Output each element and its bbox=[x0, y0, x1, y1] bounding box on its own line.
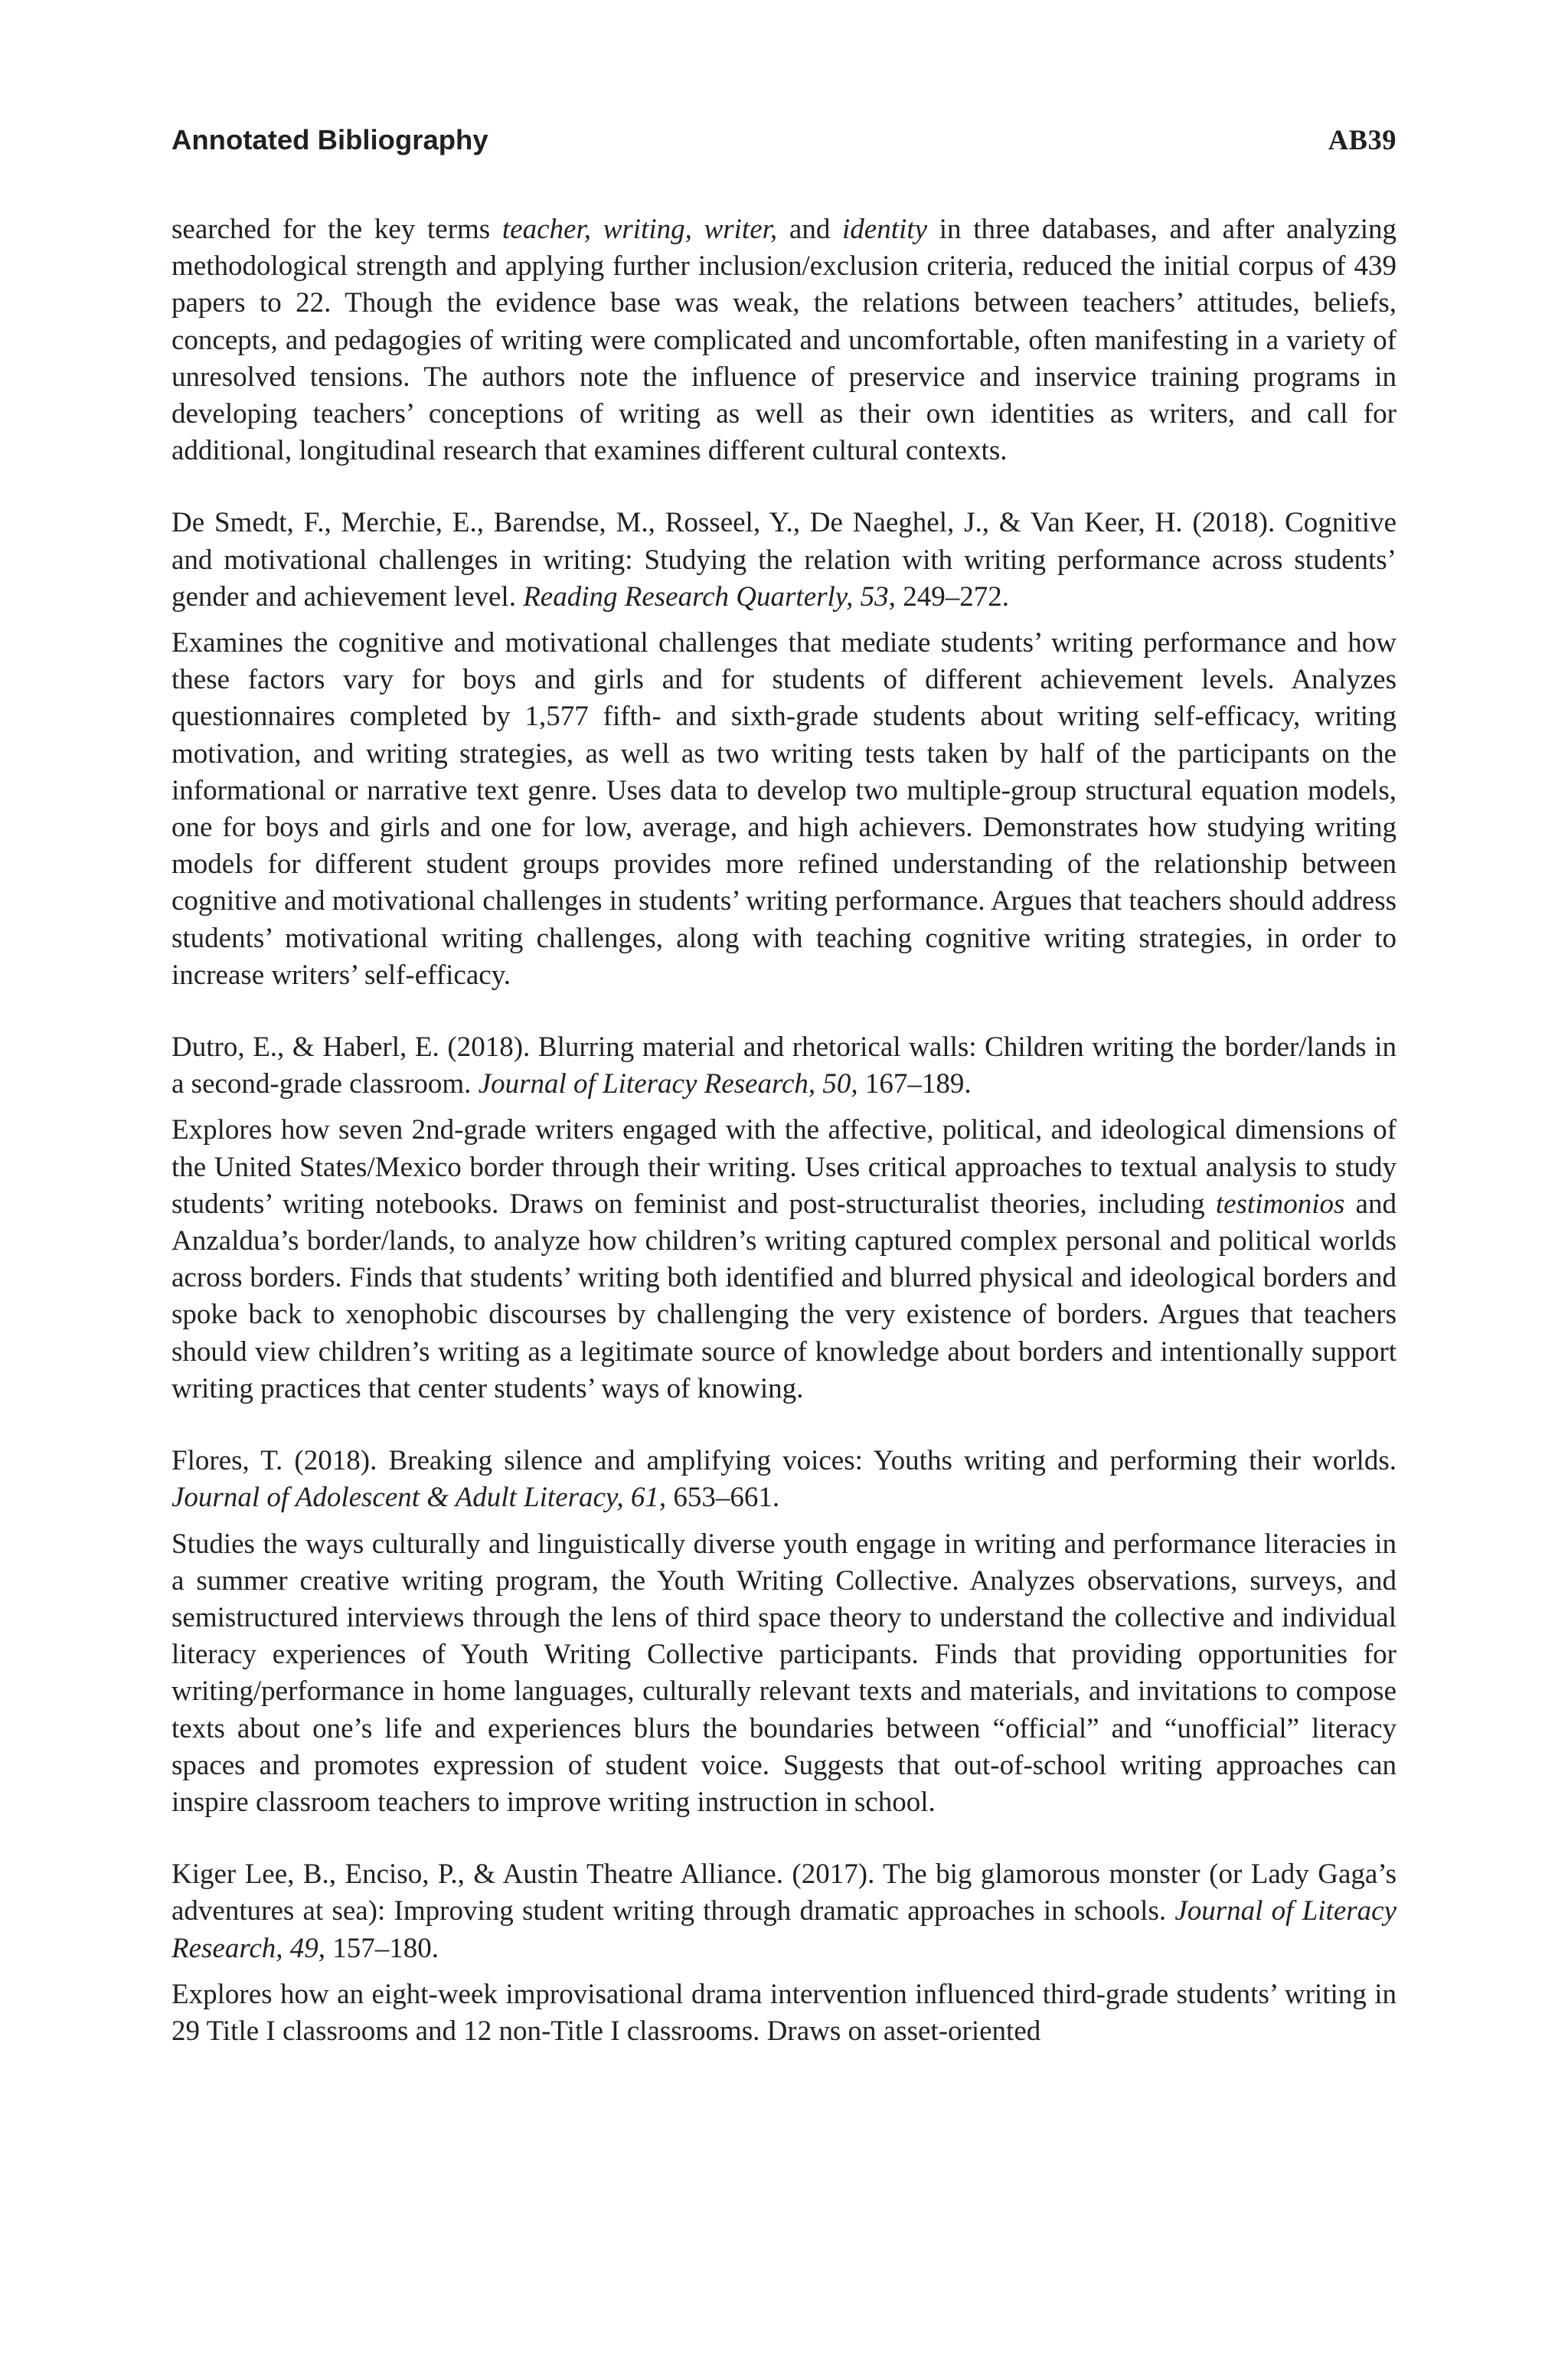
journal-title: Journal of Literacy Research, 50, bbox=[478, 1068, 858, 1100]
entry-citation-de-smedt bbox=[172, 505, 1396, 616]
entry-annotation-dutro bbox=[172, 1112, 1396, 1407]
text-run: and bbox=[777, 214, 843, 245]
page-header bbox=[172, 123, 1396, 158]
text-run: Explores how an eight-week improvisational drama intervention influenced third-grade students’ writing in 29 Title I classrooms and 12 non-Title I classrooms. Draws on asset-oriented bbox=[172, 1978, 1396, 2047]
text-run: searched for the key terms bbox=[172, 214, 502, 245]
text-run: 157–180. bbox=[325, 1932, 439, 1964]
entry-citation-kiger-lee bbox=[172, 1856, 1396, 1967]
page-number: AB39 bbox=[1328, 124, 1396, 155]
text-run: 653–661. bbox=[666, 1482, 780, 1514]
text-run: Examines the cognitive and motivational challenges that mediate students’ writing performance and how these factors vary for boys and girls and for students of different achievement levels. Analyzes questionnaires completed by 1,577 fifth- and sixth-grade students about writing self-efficacy, writing motivation, and writing strategies, as well as two writing tests taken by half of the participants on the informational or narrative text genre. Uses data to develop two multiple-group structural equation models, one for boys and girls and one for low, average, and high achievers. Demonstrates how studying writing models for different student groups provides more refined understanding of the relationship between cognitive and motivational challenges in students’ writing performance. Argues that teachers should address students’ motivational writing challenges, along with teaching cognitive writing strategies, in order to increase writers’ self-efficacy. bbox=[172, 627, 1396, 991]
text-run: Kiger Lee, B., Enciso, P., & Austin Theatre Alliance. (2017). The big glamorous monster (or Lady Gaga’s adventures at sea): Improving student writing through dramatic approaches in schools. bbox=[172, 1858, 1396, 1927]
bibliography-body bbox=[172, 211, 1396, 2050]
journal-title: Reading Research Quarterly, 53, bbox=[523, 580, 896, 613]
italic-term: teacher, writing, writer, bbox=[501, 214, 778, 245]
entry-citation-flores bbox=[172, 1443, 1396, 1516]
entry-annotation-kiger-lee bbox=[172, 1976, 1396, 2050]
text-run: Explores how seven 2nd-grade writers engaged with the affective, political, and ideological dimensions of the United States/Mexico border through their writing. Uses critical approaches to textual analysis to study students’ writing notebooks. Draws on feminist and post-structuralist theories, including bbox=[172, 1114, 1396, 1220]
running-title: Annotated Bibliography bbox=[172, 124, 488, 155]
text-run: Dutro, E., & Haberl, E. (2018). Blurring material and rhetorical walls: Children writing the border/lands in a second-grade classroom. bbox=[172, 1031, 1396, 1100]
text-run: Flores, T. (2018). Breaking silence and amplifying voices: Youths writing and performing their worlds. bbox=[172, 1445, 1396, 1477]
journal-title: Journal of Literacy Research, 49, bbox=[172, 1895, 1396, 1964]
entry-citation-dutro bbox=[172, 1029, 1396, 1103]
entry-annotation-flores bbox=[172, 1526, 1396, 1822]
italic-term: testimonios bbox=[1215, 1188, 1345, 1220]
journal-title: Journal of Adolescent & Adult Literacy, 61, bbox=[172, 1482, 667, 1514]
text-run: 249–272. bbox=[895, 580, 1009, 613]
entry-annotation bbox=[172, 211, 1396, 469]
text-run: and Anzaldua’s border/lands, to analyze how children’s writing captured complex personal and political worlds across borders. Finds that students’ writing both identified and blurred physical and ideological borders and spoke back to xenophobic discourses by challenging the very existence of borders. Argues that teachers should view children’s writing as a legitimate source of knowledge about borders and intentionally support writing practices that center students’ ways of knowing. bbox=[172, 1188, 1396, 1404]
text-run: 167–189. bbox=[858, 1068, 972, 1100]
italic-term: identity bbox=[842, 214, 927, 245]
text-run: De Smedt, F., Merchie, E., Barendse, M., Rosseel, Y., De Naeghel, J., & Van Keer, H. (2018). Cognitive and motivational challenges in writing: Studying the relation with writing performance across students’ gender and achievement level. bbox=[172, 507, 1396, 613]
text-run: Studies the ways culturally and linguistically diverse youth engage in writing and performance literacies in a summer creative writing program, the Youth Writing Collective. Analyzes observations, surveys, and semistructured interviews through the lens of third space theory to understand the collective and individual literacy experiences of Youth Writing Collective participants. Finds that providing opportunities for writing/performance in home languages, culturally relevant texts and materials, and invitations to compose texts about one’s life and experiences blurs the boundaries between “official” and “unofficial” literacy spaces and promotes expression of student voice. Suggests that out-of-school writing approaches can inspire classroom teachers to improve writing instruction in school. bbox=[172, 1528, 1396, 1818]
text-run: in three databases, and after analyzing methodological strength and applying further inclusion/exclusion criteria, reduced the initial corpus of 439 papers to 22. Though the evidence base was weak, the relations between teachers’ attitudes, beliefs, concepts, and pedagogies of writing were complicated and uncomfortable, often manifesting in a variety of unresolved tensions. The authors note the influence of preservice and inservice training programs in developing teachers’ conceptions of writing as well as their own identities as writers, and call for additional, longitudinal research that examines different cultural contexts. bbox=[172, 214, 1396, 467]
entry-annotation-de-smedt bbox=[172, 625, 1396, 994]
